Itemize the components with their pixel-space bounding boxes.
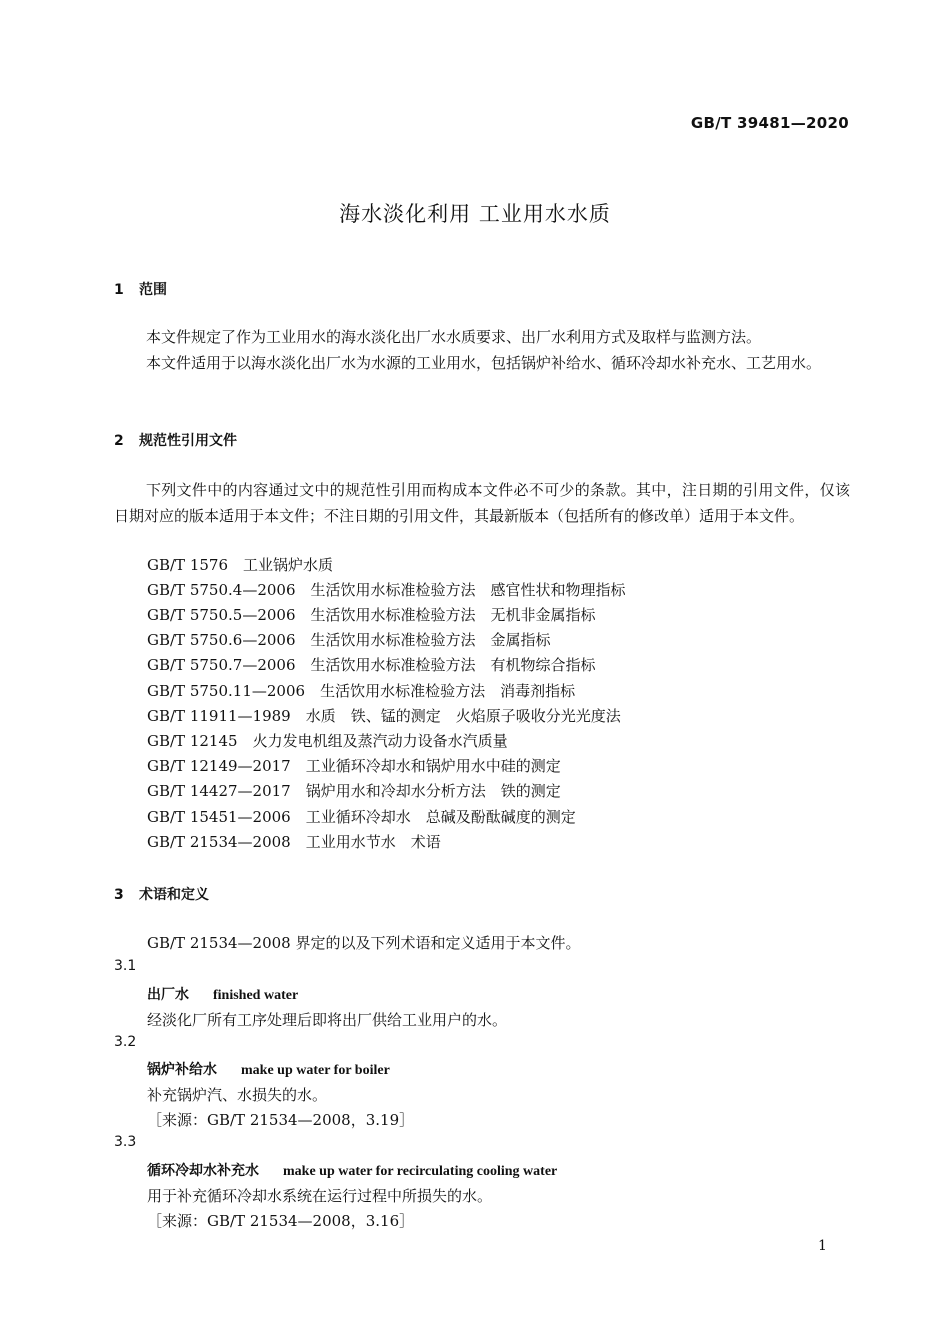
reference-code: GB/T 5750.4—2006 xyxy=(147,581,296,599)
standard-code: GB/T 39481—2020 xyxy=(690,114,849,132)
reference-code: GB/T 5750.11—2006 xyxy=(147,682,306,700)
reference-code: GB/T 5750.7—2006 xyxy=(147,656,296,674)
section-title: 规范性引用文件 xyxy=(139,433,237,449)
term-definition: 补充锅炉汽、水损失的水。 xyxy=(147,1086,328,1104)
reference-title: 工业锅炉水质 xyxy=(243,556,334,574)
terms-intro: GB/T 21534—2008 界定的以及下列术语和定义适用于本文件。 xyxy=(147,934,581,952)
term-heading xyxy=(147,984,298,1004)
term-heading xyxy=(147,1059,390,1079)
term-zh: 出厂水 xyxy=(147,987,189,1003)
reference-item xyxy=(147,755,561,776)
reference-code: GB/T 21534—2008 xyxy=(147,833,291,851)
document-title: 海水淡化利用 工业用水水质 xyxy=(339,202,611,226)
reference-title: 水质 铁、锰的测定 火焰原子吸收分光光度法 xyxy=(305,707,621,725)
reference-item xyxy=(147,730,508,751)
scope-paragraph-1: 本文件规定了作为工业用水的海水淡化出厂水水质要求、出厂水利用方式及取样与监测方法。 xyxy=(146,328,762,346)
reference-title: 工业用水节水 术语 xyxy=(305,833,441,851)
reference-code: GB/T 11911—1989 xyxy=(147,707,291,725)
reference-title: 锅炉用水和冷却水分析方法 铁的测定 xyxy=(305,782,561,800)
reference-item xyxy=(147,831,441,852)
reference-title: 生活饮用水标准检验方法 无机非金属指标 xyxy=(310,606,596,624)
term-zh: 循环冷却水补充水 xyxy=(147,1163,259,1179)
term-source: ［来源：GB/T 21534—2008，3.16］ xyxy=(147,1212,415,1230)
section-1-heading xyxy=(114,279,167,299)
reference-item xyxy=(147,654,596,675)
section-title: 范围 xyxy=(139,282,167,298)
section-2-heading xyxy=(114,430,237,450)
page-number: 1 xyxy=(818,1238,827,1254)
reference-code: GB/T 5750.6—2006 xyxy=(147,631,296,649)
reference-code: GB/T 12149—2017 xyxy=(147,757,291,775)
term-definition: 用于补充循环冷却水系统在运行过程中所损失的水。 xyxy=(147,1187,493,1205)
section-title: 术语和定义 xyxy=(139,887,209,903)
reference-item xyxy=(147,604,596,625)
reference-item xyxy=(147,705,621,726)
term-zh: 锅炉补给水 xyxy=(147,1062,217,1078)
references-intro: 下列文件中的内容通过文中的规范性引用而构成本文件必不可少的条款。其中，注日期的引用文件，仅该日期对应的版本适用于本文件；不注日期的引用文件，其最新版本（包括所有的修改单）适用于本文件。 xyxy=(114,481,850,525)
reference-code: GB/T 14427—2017 xyxy=(147,782,291,800)
reference-title: 工业循环冷却水和锅炉用水中硅的测定 xyxy=(305,757,561,775)
reference-item xyxy=(147,780,561,801)
term-source: ［来源：GB/T 21534—2008，3.19］ xyxy=(147,1111,415,1129)
reference-title: 生活饮用水标准检验方法 感官性状和物理指标 xyxy=(310,581,626,599)
section-number: 2 xyxy=(114,433,124,449)
reference-title: 生活饮用水标准检验方法 消毒剂指标 xyxy=(320,682,576,700)
reference-item xyxy=(147,579,626,600)
reference-code: GB/T 12145 xyxy=(147,732,238,750)
term-number: 3.2 xyxy=(114,1034,137,1050)
term-en: finished water xyxy=(213,988,299,1003)
reference-item xyxy=(147,554,333,575)
term-en: make up water for boiler xyxy=(241,1063,390,1078)
reference-code: GB/T 5750.5—2006 xyxy=(147,606,296,624)
scope-paragraph-2: 本文件适用于以海水淡化出厂水为水源的工业用水，包括锅炉补给水、循环冷却水补充水、工艺用水。 xyxy=(146,354,822,372)
reference-title: 生活饮用水标准检验方法 有机物综合指标 xyxy=(310,656,596,674)
reference-item xyxy=(147,680,575,701)
reference-code: GB/T 15451—2006 xyxy=(147,808,291,826)
reference-code: GB/T 1576 xyxy=(147,556,229,574)
section-number: 1 xyxy=(114,282,124,298)
term-number: 3.1 xyxy=(114,958,137,974)
section-3-heading xyxy=(114,884,209,904)
term-heading xyxy=(147,1160,557,1180)
term-definition: 经淡化厂所有工序处理后即将出厂供给工业用户的水。 xyxy=(147,1011,508,1029)
term-number: 3.3 xyxy=(114,1134,137,1150)
section-number: 3 xyxy=(114,887,124,903)
reference-title: 工业循环冷却水 总碱及酚酞碱度的测定 xyxy=(305,808,576,826)
reference-title: 火力发电机组及蒸汽动力设备水汽质量 xyxy=(252,732,508,750)
term-en: make up water for recirculating cooling water xyxy=(283,1164,558,1179)
reference-item xyxy=(147,806,576,827)
reference-item xyxy=(147,629,551,650)
reference-title: 生活饮用水标准检验方法 金属指标 xyxy=(310,631,551,649)
